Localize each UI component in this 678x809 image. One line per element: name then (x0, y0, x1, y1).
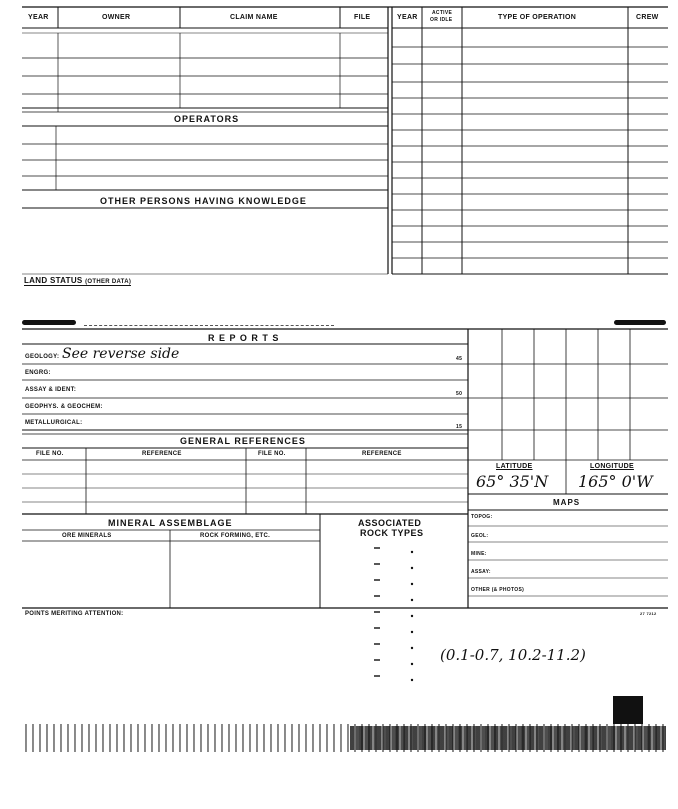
ref-col-file-no-1: FILE NO. (36, 451, 64, 457)
scan-noise-band-heavy (350, 726, 666, 750)
map-other-photos: OTHER (& PHOTOS) (471, 587, 525, 593)
points-handwritten-range: (0.1-0.7, 10.2-11.2) (440, 646, 586, 664)
latitude-value: 65° 35'N (476, 472, 549, 491)
report-metallurgical-label: METALLURGICAL: (25, 420, 83, 426)
longitude-value: 165° 0'W (578, 472, 653, 491)
header-year-right: YEAR (397, 14, 418, 21)
black-square-mark (613, 696, 643, 724)
report-geophys-label: GEOPHYS. & GEOCHEM: (25, 404, 103, 410)
ore-minerals-header: ORE MINERALS (62, 533, 112, 539)
associated-dash-marks (366, 542, 426, 702)
scan-smudge-right (614, 320, 666, 325)
land-status (24, 276, 131, 286)
map-mine: MINE: (471, 551, 487, 557)
latitude-label: LATITUDE (496, 463, 533, 470)
header-year: YEAR (28, 14, 49, 21)
header-claim-name: CLAIM NAME (230, 14, 278, 21)
ref-col-reference-1: REFERENCE (142, 451, 182, 457)
scan-smudge-left (22, 320, 76, 325)
maps-title: MAPS (553, 498, 581, 507)
report-geology-label: GEOLOGY: (25, 354, 60, 360)
report-metallurgical-num: 15 (456, 424, 463, 430)
mineral-assemblage-title: MINERAL ASSEMBLAGE (108, 518, 233, 528)
map-assay: ASSAY: (471, 569, 491, 575)
report-assay-num: 50 (456, 391, 463, 397)
header-owner: OWNER (102, 14, 131, 21)
map-geol: GEOL: (471, 533, 489, 539)
ref-col-reference-2: REFERENCE (362, 451, 402, 457)
other-persons-label: OTHER PERSONS HAVING KNOWLEDGE (100, 196, 307, 206)
associated-label: ASSOCIATED (358, 518, 422, 528)
longitude-label: LONGITUDE (590, 463, 634, 470)
scan-smudge-dash (84, 325, 334, 327)
report-geology-value: See reverse side (62, 346, 180, 362)
ref-col-file-no-2: FILE NO. (258, 451, 286, 457)
land-status-sub: (OTHER DATA) (85, 279, 132, 285)
form-number: 27 7212 (640, 611, 657, 616)
header-type-of-operation: TYPE OF OPERATION (498, 14, 577, 21)
rock-types-label: ROCK TYPES (360, 528, 424, 538)
rock-forming-header: ROCK FORMING, ETC. (200, 533, 271, 539)
header-file: FILE (354, 14, 371, 21)
header-crew: CREW (636, 14, 659, 21)
report-assay-label: ASSAY & IDENT: (25, 387, 77, 393)
header-active: ACTIVE (432, 10, 453, 16)
general-references-title: GENERAL REFERENCES (180, 436, 306, 446)
report-geology-num: 45 (456, 356, 463, 362)
report-engrg-label: ENGRG: (25, 370, 51, 376)
operators-label: OPERATORS (174, 114, 240, 124)
land-status-label: LAND STATUS (24, 276, 83, 285)
reports-title: R E P O R T S (208, 333, 280, 343)
points-meriting-attention-label: POINTS MERITING ATTENTION: (25, 611, 124, 617)
header-or-idle: OR IDLE (430, 17, 453, 23)
map-topog: TOPOG: (471, 514, 493, 520)
